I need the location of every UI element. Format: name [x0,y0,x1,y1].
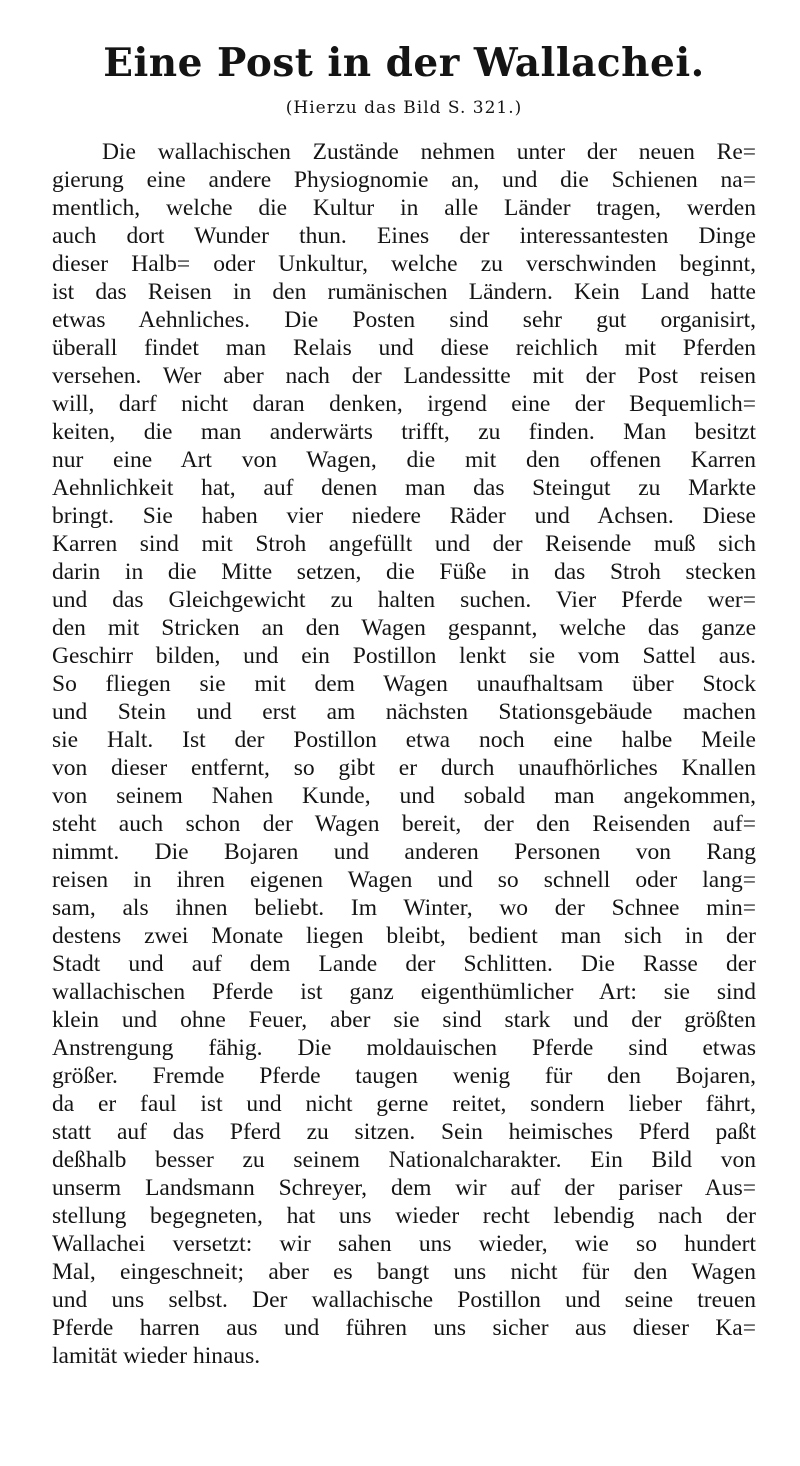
text-line: darin in die Mitte setzen, die Füße in das Stroh stecken [52,559,756,585]
text-line: da er faul ist und nicht gerne reitet, sondern lieber fährt, [52,1091,756,1117]
text-line: Aehnlichkeit hat, auf denen man das Steingut zu Markte [52,475,756,501]
text-line: unserm Landsmann Schreyer, dem wir auf der pariser Aus= [52,1175,756,1201]
text-line: steht auch schon der Wagen bereit, der den Reisenden auf= [52,811,756,837]
text-line: und Stein und erst am nächsten Stationsgebäude machen [52,699,756,725]
text-line: klein und ohne Feuer, aber sie sind stark und der größten [52,1007,756,1033]
text-line: nur eine Art von Wagen, die mit den offenen Karren [52,447,756,473]
text-line: bringt. Sie haben vier niedere Räder und Achsen. Diese [52,503,756,529]
text-line: statt auf das Pferd zu sitzen. Sein heimisches Pferd paßt [52,1119,756,1145]
text-line: ist das Reisen in den rumänischen Ländern. Kein Land hatte [52,279,756,305]
text-line: gierung eine andere Physiognomie an, und die Schienen na= [52,167,756,193]
text-line: destens zwei Monate liegen bleibt, bedient man sich in der [52,923,756,949]
text-line: Pferde harren aus und führen uns sicher aus dieser Ka= [52,1315,756,1341]
text-line: Anstrengung fähig. Die moldauischen Pferde sind etwas [52,1035,756,1061]
text-line: etwas Aehnliches. Die Posten sind sehr gut organisirt, [52,307,756,333]
article-body [52,138,756,1370]
text-line: dieser Halb= oder Unkultur, welche zu verschwinden beginnt, [52,251,756,277]
article [52,38,756,1370]
text-line: überall findet man Relais und diese reichlich mit Pferden [52,335,756,361]
text-line: und uns selbst. Der wallachische Postillon und seine treuen [52,1287,756,1313]
text-line: mentlich, welche die Kultur in alle Länder tragen, werden [52,195,756,221]
text-line: auch dort Wunder thun. Eines der interessantesten Dinge [52,223,756,249]
text-line: Stadt und auf dem Lande der Schlitten. Die Rasse der [52,951,756,977]
text-line: Mal, eingeschneit; aber es bangt uns nicht für den Wagen [52,1259,756,1285]
text-line: den mit Stricken an den Wagen gespannt, welche das ganze [52,615,756,641]
text-line: größer. Fremde Pferde taugen wenig für den Bojaren, [52,1063,756,1089]
text-line: reisen in ihren eigenen Wagen und so schnell oder lang= [52,867,756,893]
text-line: keiten, die man anderwärts trifft, zu finden. Man besitzt [52,419,756,445]
text-line: Geschirr bilden, und ein Postillon lenkt sie vom Sattel aus. [52,643,756,669]
article-subtitle: (Hierzu das Bild S. 321.) [285,98,523,118]
text-line: Karren sind mit Stroh angefüllt und der Reisende muß sich [52,531,756,557]
text-line: Die wallachischen Zustände nehmen unter der neuen Re= [102,139,756,165]
text-line: So fliegen sie mit dem Wagen unaufhaltsam über Stock [52,671,756,697]
text-line: deßhalb besser zu seinem Nationalcharakter. Ein Bild von [52,1147,756,1173]
text-line: Wallachei versetzt: wir sahen uns wieder, wie so hundert [52,1231,756,1257]
text-line: versehen. Wer aber nach der Landessitte mit der Post reisen [52,363,756,389]
text-line: von dieser entfernt, so gibt er durch unaufhörliches Knallen [52,755,756,781]
text-line: sie Halt. Ist der Postillon etwa noch eine halbe Meile [52,727,756,753]
text-line: von seinem Nahen Kunde, und sobald man angekommen, [52,783,756,809]
text-line: sam, als ihnen beliebt. Im Winter, wo der Schnee min= [52,895,756,921]
article-title: Eine Post in der Wallachei. [103,40,705,86]
text-line: lamität wieder hinaus. [52,1343,261,1369]
text-line: nimmt. Die Bojaren und anderen Personen von Rang [52,839,756,865]
text-line: will, darf nicht daran denken, irgend eine der Bequemlich= [52,391,756,417]
text-line: stellung begegneten, hat uns wieder recht lebendig nach der [52,1203,756,1229]
text-line: wallachischen Pferde ist ganz eigenthümlicher Art: sie sind [52,979,756,1005]
text-line: und das Gleichgewicht zu halten suchen. Vier Pferde wer= [52,587,756,613]
